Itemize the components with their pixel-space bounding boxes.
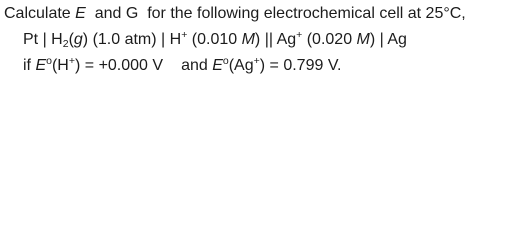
gas-state-g: g	[73, 31, 83, 48]
text-segment: (	[68, 31, 74, 48]
variable-e: E	[212, 57, 223, 74]
text-segment: (0.020	[302, 31, 357, 48]
text-segment: ) = +0.000 V	[75, 57, 164, 74]
text-segment: ) || Ag	[254, 31, 297, 48]
superscript-plus: +	[253, 55, 260, 67]
molar-unit: M	[356, 31, 370, 48]
superscript-plus: +	[296, 29, 303, 41]
standard-potentials-line	[23, 56, 341, 76]
text-segment: and	[85, 5, 126, 22]
variable-e: E	[75, 5, 86, 22]
text-segment: (Ag	[228, 57, 254, 74]
text-segment: Calculate	[4, 5, 76, 22]
subscript-2: 2	[62, 38, 69, 50]
text-segment: ) (1.0 atm) | H	[82, 31, 182, 48]
text-segment: for the following electrochemical cell at 25°C,	[138, 5, 466, 22]
text-segment: if	[23, 57, 36, 74]
text-segment: Pt | H	[23, 31, 63, 48]
superscript-plus: +	[181, 29, 188, 41]
text-segment: (0.010	[187, 31, 242, 48]
text-segment: and	[181, 57, 213, 74]
variable-g: G	[125, 5, 139, 22]
text-segment: ) | Ag	[369, 31, 407, 48]
superscript-standard: o	[222, 55, 229, 67]
variable-e: E	[35, 57, 47, 74]
text-segment: (H	[51, 57, 69, 74]
molar-unit: M	[241, 31, 255, 48]
text-segment: ) = 0.799 V.	[259, 57, 342, 74]
problem-statement-line-1	[4, 4, 466, 24]
cell-notation-line	[23, 30, 407, 50]
superscript-plus: +	[68, 55, 75, 67]
superscript-standard: o	[46, 55, 52, 67]
